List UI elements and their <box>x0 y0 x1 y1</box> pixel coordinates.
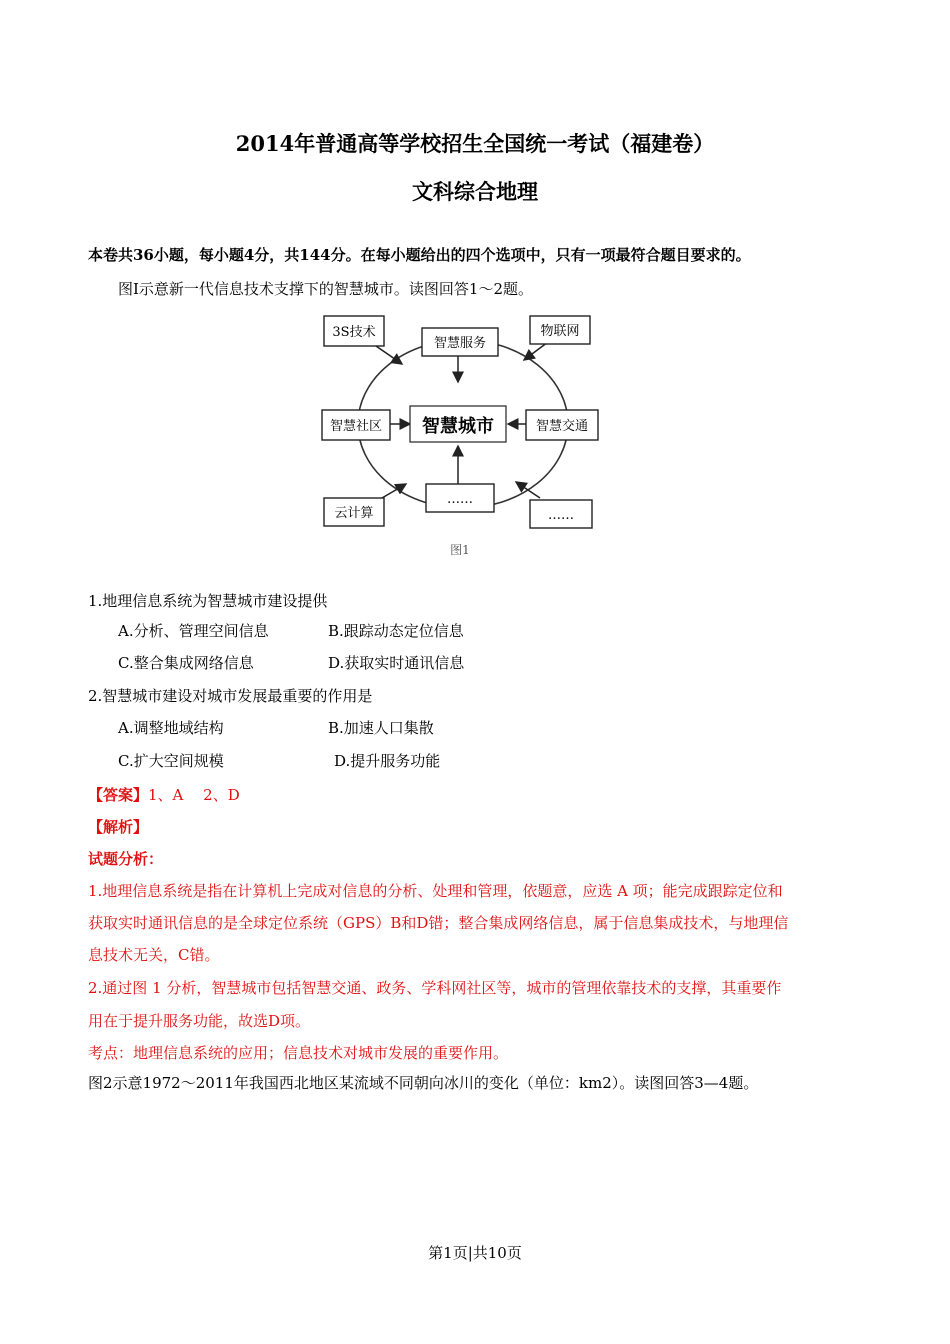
q1-option-a: A.分析、管理空间信息 <box>118 622 269 640</box>
q2-option-a: A.调整地域结构 <box>118 719 224 737</box>
figure-1-diagram <box>318 312 608 562</box>
q2-option-c: C.扩大空间规模 <box>118 752 224 770</box>
q1-option-b: B.跟踪动态定位信息 <box>328 622 464 640</box>
q1-stem: 1.地理信息系统为智慧城市建设提供 <box>88 592 328 610</box>
box-community: 智慧社区 <box>329 419 383 434</box>
box-cloud: 云计算 <box>334 506 374 521</box>
q2-option-d: D.提升服务功能 <box>334 752 441 770</box>
analysis-heading: 试题分析： <box>88 850 164 868</box>
box-ellipsis-2: …… <box>548 508 574 523</box>
q2-option-b: B.加速人口集散 <box>328 719 434 737</box>
q2-stem: 2.智慧城市建设对城市发展最重要的作用是 <box>88 687 373 705</box>
box-iot: 物联网 <box>540 324 580 339</box>
answer-label: 【答案】 <box>88 786 149 804</box>
analysis-line-4: 2.通过图 1 分析，智慧城市包括智慧交通、政务、学科网社区等，城市的管理依靠技术的支撑，其重要作 <box>88 979 782 997</box>
analysis-line-5: 用在于提升服务功能，故选D项。 <box>88 1012 311 1030</box>
exam-subtitle: 文科综合地理 <box>412 179 538 204</box>
box-ellipsis-1: …… <box>447 492 473 507</box>
figure2-prompt: 图2示意1972～2011年我国西北地区某流域不同朝向冰川的变化（单位：km2）。读图回答3—4题。 <box>88 1074 759 1092</box>
q1-option-c: C.整合集成网络信息 <box>118 654 254 672</box>
answer-line <box>88 784 240 805</box>
exam-title: 2014年普通高等学校招生全国统一考试（福建卷） <box>235 131 715 156</box>
keypoint: 考点：地理信息系统的应用；信息技术对城市发展的重要作用。 <box>88 1044 509 1062</box>
answer-text: 1、A 2、D <box>148 786 240 804</box>
box-3s: 3S技术 <box>332 325 376 340</box>
figure-caption: 图1 <box>450 543 470 557</box>
analysis-line-2: 获取实时通讯信息的是全球定位系统（GPS）B和D错；整合集成网络信息，属于信息集成技术，与地理信 <box>88 914 789 932</box>
analysis-line-3: 息技术无关，C错。 <box>88 946 220 964</box>
intro-text: 本卷共36小题，每小题4分，共144分。在每小题给出的四个选项中，只有一项最符合题目要求的。 <box>88 246 751 264</box>
figure1-prompt: 图Ⅰ示意新一代信息技术支撑下的智慧城市。读图回答1～2题。 <box>118 280 534 298</box>
analysis-line-1: 1.地理信息系统是指在计算机上完成对信息的分析、处理和管理，依题意，应选 A 项；能完成跟踪定位和 <box>88 882 783 900</box>
analysis-label: 【解析】 <box>88 818 149 836</box>
box-transport: 智慧交通 <box>535 419 589 434</box>
box-service: 智慧服务 <box>433 336 487 351</box>
q1-option-d: D.获取实时通讯信息 <box>328 654 465 672</box>
page-footer: 第1页|共10页 <box>428 1244 522 1262</box>
center-label: 智慧城市 <box>422 416 494 437</box>
